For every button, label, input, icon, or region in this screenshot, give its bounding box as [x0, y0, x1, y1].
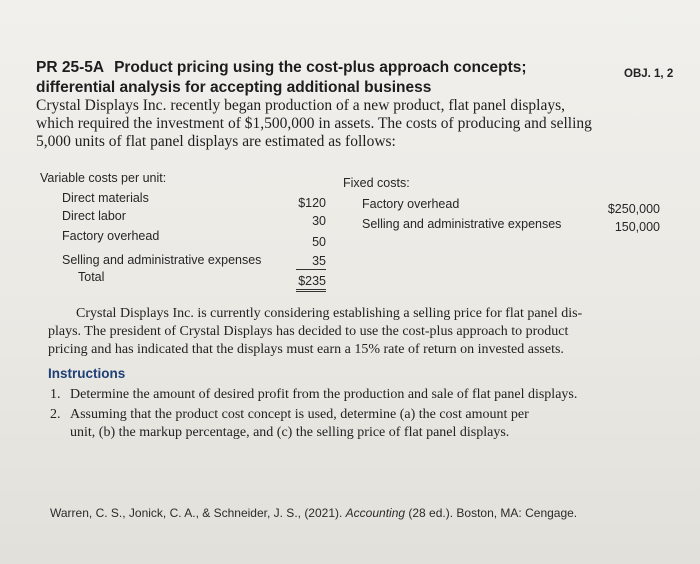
intro-line: Crystal Displays Inc. recently began production of a new product, flat panel displays, — [36, 97, 566, 114]
instruction-item — [50, 386, 577, 404]
citation-authors: Warren, C. S., Jonick, C. A., & Schneider, J. S., (2021). — [50, 506, 346, 520]
variable-cost-value: 30 — [312, 214, 326, 228]
pricing-paragraph — [48, 305, 582, 359]
instructions-list — [50, 386, 577, 442]
citation-publisher: (28 ed.). Boston, MA: Cengage. — [405, 506, 578, 520]
intro-line: which required the investment of $1,500,000 in assets. The costs of producing and selling — [36, 115, 592, 132]
variable-cost-value: 50 — [312, 235, 326, 249]
variable-cost-label: Direct labor — [62, 209, 126, 223]
pricing-line: Crystal Displays Inc. is currently considering establishing a selling price for flat panel dis- — [76, 306, 583, 321]
instruction-number: 1. — [50, 387, 61, 402]
title-line-2: differential analysis for accepting additional business — [36, 79, 432, 96]
fixed-costs-heading: Fixed costs: — [343, 176, 410, 190]
variable-cost-value: 35 — [296, 254, 326, 270]
variable-costs-heading: Variable costs per unit: — [40, 171, 167, 185]
variable-total-label: Total — [78, 270, 105, 284]
instructions-heading: Instructions — [48, 366, 126, 381]
title-line-1: Product pricing using the cost-plus approach concepts; — [114, 59, 527, 76]
variable-cost-label: Factory overhead — [62, 229, 160, 243]
variable-total-value: $235 — [296, 274, 326, 292]
fixed-cost-value: 150,000 — [614, 220, 660, 234]
citation — [50, 506, 577, 520]
fixed-cost-label: Factory overhead — [362, 197, 460, 211]
variable-cost-label: Direct materials — [62, 191, 149, 205]
objectives-label: OBJ. 1, 2 — [624, 68, 674, 80]
pricing-line: plays. The president of Crystal Displays has decided to use the cost-plus approach to product — [48, 324, 569, 339]
problem-code: PR 25-5A — [36, 59, 105, 76]
instruction-text: Assuming that the product cost concept is used, determine (a) the cost amount per — [70, 407, 529, 422]
fixed-cost-label: Selling and administrative expenses — [362, 217, 562, 231]
intro-paragraph — [36, 97, 592, 151]
instruction-text: unit, (b) the markup percentage, and (c) the selling price of flat panel displays. — [70, 425, 510, 440]
instruction-number: 2. — [50, 407, 61, 422]
instruction-text: Determine the amount of desired profit from the production and sale of flat panel displays. — [70, 387, 578, 402]
variable-cost-label: Selling and administrative expenses — [62, 253, 262, 267]
fixed-cost-value: $250,000 — [607, 202, 660, 216]
variable-cost-value: $120 — [298, 196, 326, 210]
intro-line: 5,000 units of flat panel displays are estimated as follows: — [36, 133, 396, 150]
pricing-line: pricing and has indicated that the displays must earn a 15% rate of return on invested assets. — [48, 342, 564, 357]
instruction-item — [50, 406, 577, 424]
problem-title — [36, 59, 527, 77]
citation-title: Accounting — [345, 506, 406, 520]
